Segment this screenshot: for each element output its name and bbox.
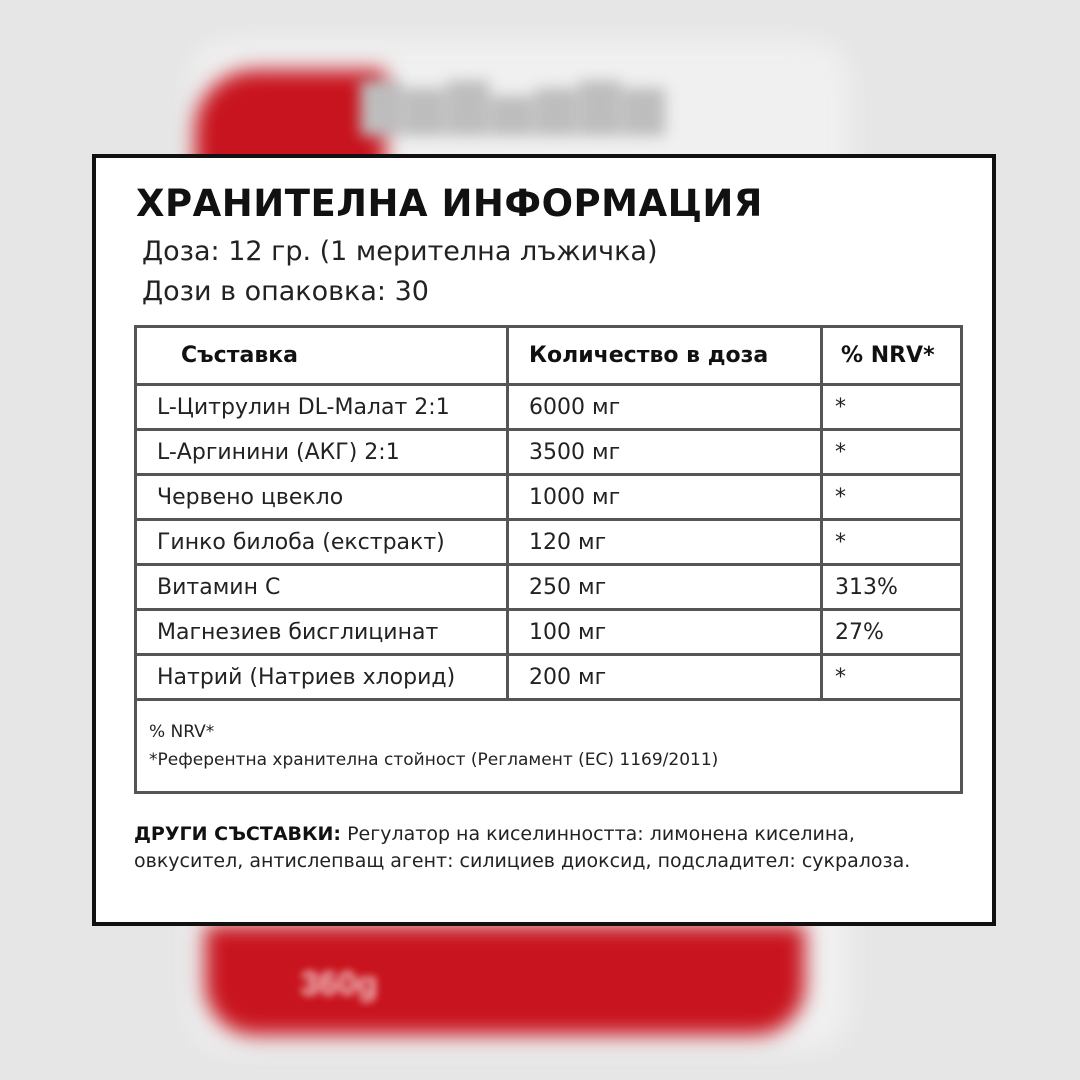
card-title: ХРАНИТЕЛНА ИНФОРМАЦИЯ — [136, 182, 763, 225]
ingredient-cell: Червено цвекло — [136, 475, 508, 520]
header-nrv: % NRV* — [822, 327, 962, 385]
amount-cell: 250 мг — [508, 565, 822, 610]
amount-cell: 1000 мг — [508, 475, 822, 520]
ingredient-cell: Натрий (Натриев хлорид) — [136, 655, 508, 700]
other-ingredients — [134, 821, 964, 875]
blurred-brand-text: ▇▆▇▅▆▇▆ — [360, 76, 668, 134]
nrv-cell: * — [822, 430, 962, 475]
footnote-nrv-definition: *Референтна хранителна стойност (Регламент (ЕС) 1169/2011) — [149, 750, 719, 770]
nrv-cell: * — [822, 475, 962, 520]
nutrition-info-card — [92, 154, 996, 926]
table-row — [136, 520, 962, 565]
ingredient-cell: Витамин C — [136, 565, 508, 610]
nrv-cell: 27% — [822, 610, 962, 655]
header-ingredient: Съставка — [136, 327, 508, 385]
amount-cell: 100 мг — [508, 610, 822, 655]
amount-cell: 3500 мг — [508, 430, 822, 475]
footnote-nrv-label: % NRV* — [149, 722, 215, 742]
table-row — [136, 610, 962, 655]
serving-size: Доза: 12 гр. (1 мерителна лъжичка) — [142, 236, 658, 267]
ingredient-cell: Гинко билоба (екстракт) — [136, 520, 508, 565]
nrv-cell: * — [822, 385, 962, 430]
ingredient-cell: L-Цитрулин DL-Малат 2:1 — [136, 385, 508, 430]
servings-per-container: Дози в опаковка: 30 — [142, 276, 429, 307]
amount-cell: 6000 мг — [508, 385, 822, 430]
table-row — [136, 565, 962, 610]
table-footnote-row — [136, 700, 962, 793]
nrv-cell: * — [822, 520, 962, 565]
other-ingredients-label: ДРУГИ СЪСТАВКИ: — [134, 823, 342, 845]
header-amount: Количество в доза — [508, 327, 822, 385]
other-ingredients-text: Регулатор на киселинността: лимонена киселина, овкусител, антислепващ агент: силициев диоксид, подсладител: сукралоза. — [134, 823, 911, 872]
nrv-cell: 313% — [822, 565, 962, 610]
amount-cell: 200 мг — [508, 655, 822, 700]
table-row — [136, 475, 962, 520]
ingredient-cell: L-Аргинини (АКГ) 2:1 — [136, 430, 508, 475]
table-header-row — [136, 327, 962, 385]
nrv-cell: * — [822, 655, 962, 700]
table-row — [136, 655, 962, 700]
nutrition-table — [134, 325, 963, 794]
ingredient-cell: Магнезиев бисглицинат — [136, 610, 508, 655]
table-row — [136, 430, 962, 475]
table-footnote — [136, 700, 962, 793]
blurred-weight-label: 360g — [300, 965, 378, 1003]
amount-cell: 120 мг — [508, 520, 822, 565]
table-row — [136, 385, 962, 430]
